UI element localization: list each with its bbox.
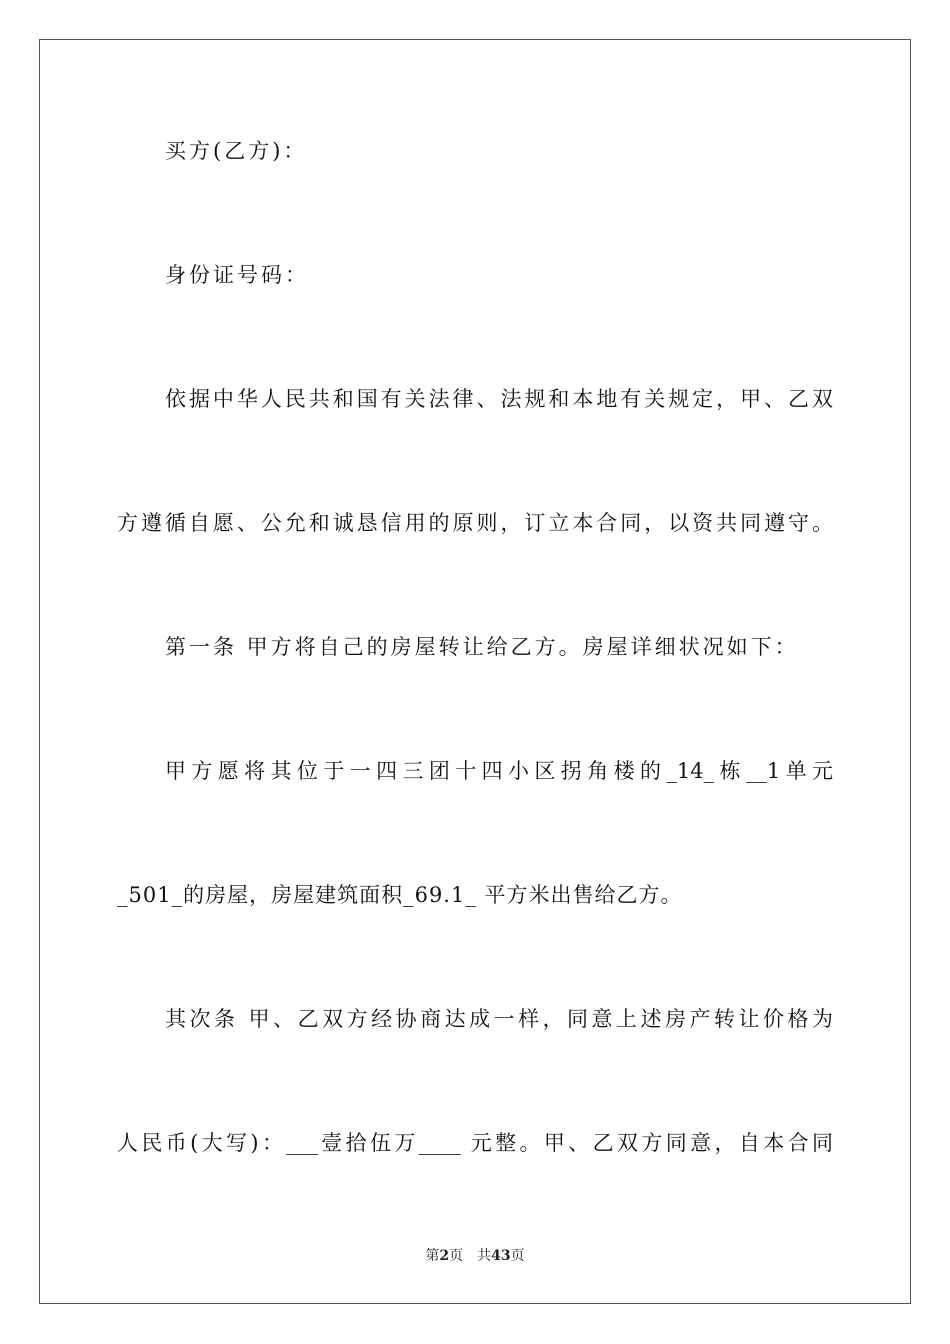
paragraph-basis-line-2: 方遵循自愿、公允和诚恳信用的原则，订立本合同，以资共同遵守。 — [117, 511, 833, 535]
id-number-label: 身份证号码： — [165, 263, 309, 287]
total-prefix: 共 — [477, 1248, 492, 1264]
paragraph-basis-line-1: 依据中华人民共和国有关法律、法规和本地有关规定，甲、乙双 — [165, 387, 833, 411]
page-border — [39, 39, 911, 1304]
property-description-line-1: 甲方愿将其位于一四三团十四小区拐角楼的_14_栋__1单元 — [165, 759, 833, 783]
page-suffix: 页 — [449, 1248, 464, 1264]
article-two-line-2: 人民币(大写)：___壹拾伍万____ 元整。甲、乙双方同意，自本合同 — [117, 1131, 833, 1155]
total-suffix: 页 — [510, 1248, 525, 1264]
property-description-line-2: _501_的房屋，房屋建筑面积_69.1_ 平方米出售给乙方。 — [117, 883, 683, 907]
article-two-line-1: 其次条 甲、乙双方经协商达成一样，同意上述房产转让价格为 — [165, 1007, 833, 1031]
article-one-heading: 第一条 甲方将自己的房屋转让给乙方。房屋详细状况如下： — [165, 635, 799, 659]
total-pages: 43 — [491, 1248, 511, 1264]
page-prefix: 第 — [425, 1248, 440, 1264]
page-number: 2 — [439, 1248, 450, 1264]
page-footer — [0, 1246, 950, 1266]
buyer-label: 买方(乙方)： — [165, 139, 308, 163]
